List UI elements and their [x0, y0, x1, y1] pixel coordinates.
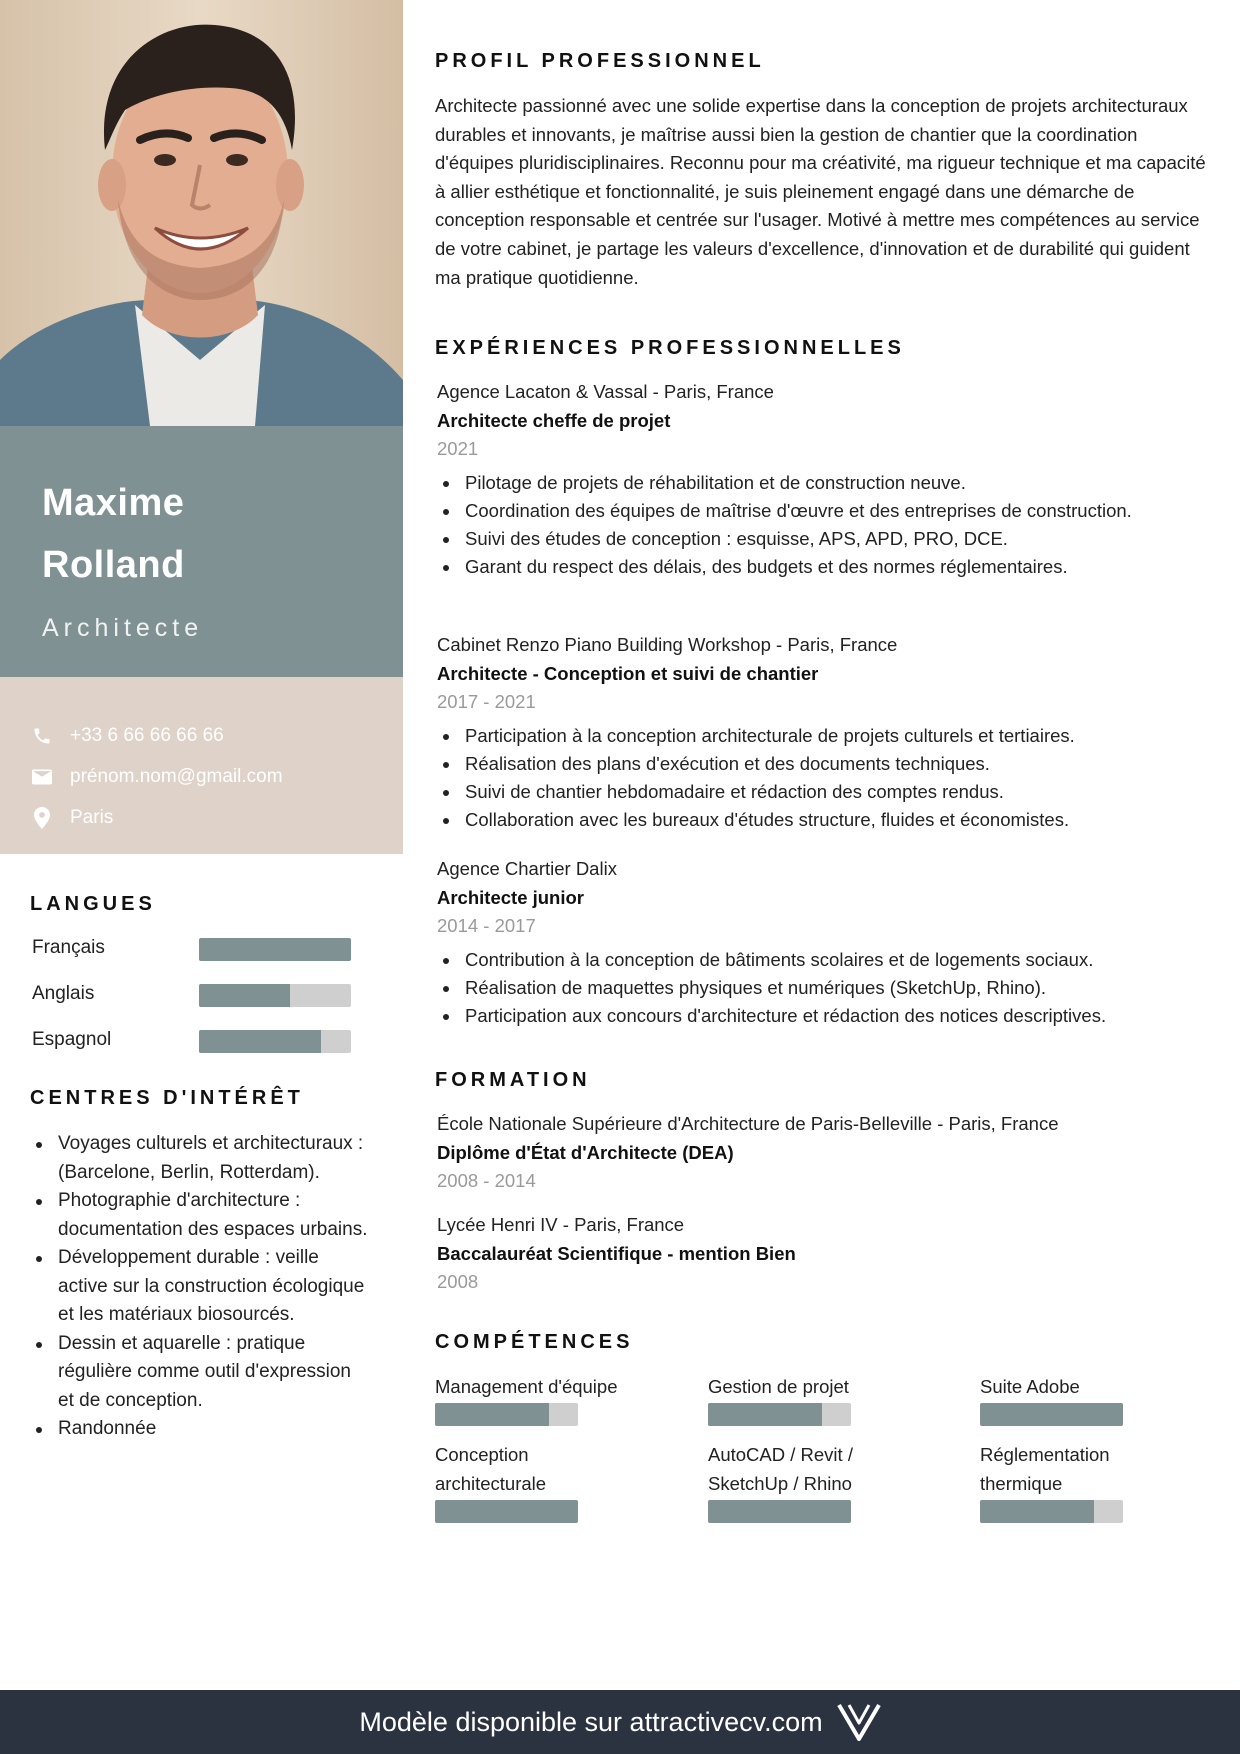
attractivecv-logo-icon	[837, 1703, 881, 1741]
last-name: Rolland	[42, 544, 185, 586]
experience-role: Architecte cheffe de projet	[437, 409, 671, 431]
contact-block	[0, 677, 403, 854]
experience-bullet: Garant du respect des délais, des budgets et des normes réglementaires.	[437, 553, 1220, 581]
skill-level-fill	[980, 1403, 1123, 1426]
skill-name: Réglementation thermique	[980, 1444, 1110, 1494]
education-school: Lycée Henri IV - Paris, France	[437, 1214, 685, 1235]
skill-level-bar	[980, 1403, 1123, 1426]
language-level-fill	[199, 938, 351, 961]
skill-name: Management d'équipe	[435, 1376, 618, 1397]
experience-bullets	[437, 946, 1220, 1031]
location-pin-icon	[30, 806, 54, 830]
education-title: FORMATION	[435, 1069, 591, 1091]
interest-item: Photographie d'architecture : documentation des espaces urbains.	[30, 1187, 370, 1244]
email-icon	[30, 765, 54, 789]
education-entry	[437, 1211, 1220, 1297]
profile-photo	[0, 0, 403, 426]
skill-level-bar	[708, 1403, 851, 1426]
experience-bullet: Participation aux concours d'architecture et rédaction des notices descriptives.	[437, 1002, 1220, 1030]
profile-photo-illustration	[0, 0, 403, 426]
language-level-bar	[199, 938, 351, 961]
skill-level-bar	[435, 1403, 578, 1426]
skill-item	[980, 1440, 1160, 1523]
experience-org: Agence Chartier Dalix	[437, 858, 617, 879]
language-row	[32, 983, 352, 1009]
experience-bullet: Pilotage de projets de réhabilitation et de construction neuve.	[437, 469, 1220, 497]
experience-org: Agence Lacaton & Vassal - Paris, France	[437, 381, 774, 402]
main-column	[435, 0, 1220, 1690]
name-block	[0, 426, 403, 677]
languages-title: LANGUES	[30, 893, 156, 915]
education-entry	[437, 1110, 1220, 1196]
language-name: Français	[32, 937, 105, 958]
skill-item	[435, 1372, 685, 1426]
education-dates: 2008	[437, 1271, 479, 1293]
skill-level-bar	[435, 1500, 578, 1523]
interest-item: Voyages culturels et architecturaux : (Barcelone, Berlin, Rotterdam).	[30, 1130, 370, 1187]
skill-item	[435, 1440, 615, 1523]
skill-level-bar	[980, 1500, 1123, 1523]
first-name: Maxime	[42, 482, 185, 524]
interests-list	[30, 1130, 370, 1444]
experience-entry	[437, 631, 1220, 835]
education-school: École Nationale Supérieure d'Architecture de Paris-Belleville - Paris, France	[437, 1113, 1059, 1134]
experience-entry	[437, 378, 1220, 582]
skill-level-fill	[980, 1500, 1094, 1523]
sidebar	[0, 0, 403, 1690]
skill-name: Suite Adobe	[980, 1376, 1080, 1397]
experience-dates: 2021	[437, 438, 479, 460]
language-level-bar	[199, 984, 351, 1007]
experience-bullet: Participation à la conception architecturale de projets culturels et tertiaires.	[437, 722, 1220, 750]
footer-text[interactable]: Modèle disponible sur attractivecv.com	[359, 1706, 823, 1737]
experience-role: Architecte - Conception et suivi de chantier	[437, 662, 819, 684]
skill-level-fill	[435, 1403, 549, 1426]
skill-level-fill	[708, 1500, 851, 1523]
language-row	[32, 1029, 352, 1055]
interests-title: CENTRES D'INTÉRÊT	[30, 1087, 304, 1109]
experience-bullet: Réalisation de maquettes physiques et numériques (SketchUp, Rhino).	[437, 974, 1220, 1002]
profile-title: PROFIL PROFESSIONNEL	[435, 50, 765, 72]
phone-icon	[30, 724, 54, 748]
experience-dates: 2017 - 2021	[437, 691, 536, 713]
contact-email[interactable]	[30, 762, 283, 792]
profile-text: Architecte passionné avec une solide expertise dans la conception de projets architecturaux durables et innovants, je maîtrise aussi bien la gestion de chantier que la coordination d'équipes pluridisciplinaires. Reconnu pour ma créativité, ma rigueur technique et ma capacité à allier esthétique et fonctionnalité, je suis pleinement engagé dans une démarche de conception responsable et centrée sur l'usager. Motivé à mettre mes compétences au service de votre cabinet, je partage les valeurs d'excellence, d'innovation et de durabilité qui guident ma pratique quotidienne.	[435, 95, 1206, 288]
skill-level-fill	[435, 1500, 578, 1523]
language-level-fill	[199, 1030, 321, 1053]
education-degree: Diplôme d'État d'Architecte (DEA)	[437, 1141, 734, 1163]
skill-item	[980, 1372, 1230, 1426]
education-degree: Baccalauréat Scientifique - mention Bien	[437, 1242, 796, 1264]
experience-dates: 2014 - 2017	[437, 915, 536, 937]
language-row	[32, 937, 352, 963]
phone-number: +33 6 66 66 66 66	[70, 725, 224, 746]
email-address: prénom.nom@gmail.com	[70, 766, 283, 787]
skill-name: Gestion de projet	[708, 1376, 849, 1397]
experience-bullets	[437, 722, 1220, 835]
experience-title: EXPÉRIENCES PROFESSIONNELLES	[435, 337, 905, 359]
skill-item	[708, 1372, 958, 1426]
experience-bullet: Réalisation des plans d'exécution et des documents techniques.	[437, 750, 1220, 778]
experience-bullet: Collaboration avec les bureaux d'études structure, fluides et économistes.	[437, 806, 1220, 834]
skill-item	[708, 1440, 888, 1523]
interest-item: Développement durable : veille active sur la construction écologique et les matériaux biosourcés.	[30, 1244, 370, 1330]
language-name: Espagnol	[32, 1029, 112, 1050]
experience-bullet: Coordination des équipes de maîtrise d'œuvre et des entreprises de construction.	[437, 497, 1220, 525]
language-level-bar	[199, 1030, 351, 1053]
skills-title: COMPÉTENCES	[435, 1331, 634, 1353]
experience-bullet: Contribution à la conception de bâtiments scolaires et de logements sociaux.	[437, 946, 1220, 974]
contact-location	[30, 803, 113, 833]
experience-bullet: Suivi de chantier hebdomadaire et rédaction des comptes rendus.	[437, 778, 1220, 806]
skill-name: Conception architecturale	[435, 1444, 547, 1494]
job-title: Architecte	[42, 614, 204, 642]
education-dates: 2008 - 2014	[437, 1170, 536, 1192]
skill-level-fill	[708, 1403, 822, 1426]
skill-name: AutoCAD / Revit / SketchUp / Rhino	[708, 1444, 853, 1494]
experience-entry	[437, 855, 1220, 1030]
experience-role: Architecte junior	[437, 886, 584, 908]
experience-bullets	[437, 469, 1220, 582]
interest-item: Randonnée	[30, 1415, 370, 1444]
experience-bullet: Suivi des études de conception : esquisse, APS, APD, PRO, DCE.	[437, 525, 1220, 553]
skill-level-bar	[708, 1500, 851, 1523]
city: Paris	[70, 807, 114, 828]
contact-phone[interactable]	[30, 721, 224, 751]
footer-banner[interactable]	[0, 1690, 1240, 1754]
experience-org: Cabinet Renzo Piano Building Workshop - Paris, France	[437, 634, 898, 655]
language-level-fill	[199, 984, 290, 1007]
language-name: Anglais	[32, 983, 95, 1004]
interest-item: Dessin et aquarelle : pratique régulière comme outil d'expression et de conception.	[30, 1330, 370, 1416]
